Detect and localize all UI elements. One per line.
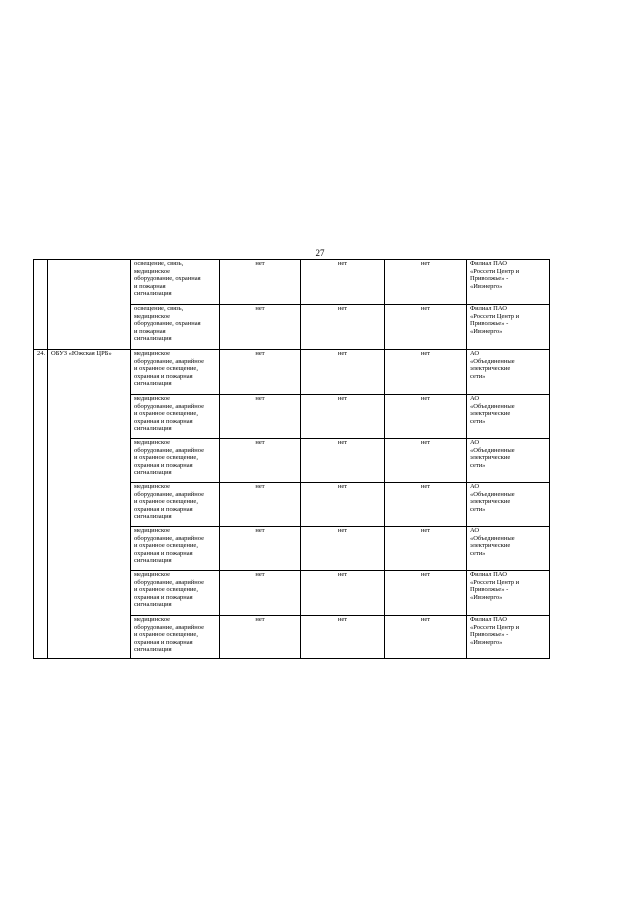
status-cell: [220, 616, 301, 659]
status-cell: [220, 483, 301, 527]
supplier-line: «Объединенные: [470, 402, 515, 410]
systems-line: сигнализация: [134, 601, 172, 608]
status-value: нет: [337, 527, 348, 534]
systems-line: оборудование, аварийное: [134, 534, 204, 542]
status-value: нет: [337, 571, 348, 578]
organization-cell: [48, 260, 131, 350]
systems-line: охранная и пожарная: [134, 417, 193, 425]
systems-line: сигнализация: [134, 469, 172, 476]
status-value: нет: [420, 439, 431, 446]
supplier-line: АО: [470, 439, 480, 446]
status-cell: [220, 395, 301, 439]
status-value: нет: [420, 395, 431, 402]
supplier-line: электрические: [470, 542, 511, 549]
status-value: нет: [420, 350, 431, 357]
status-cell: [301, 260, 385, 305]
status-value: нет: [420, 571, 431, 578]
status-cell: [385, 571, 467, 616]
supplier-line: АО: [470, 483, 480, 490]
supplier-line: «Ивэнерго»: [470, 638, 503, 646]
supplier-line: сети»: [470, 417, 486, 425]
status-value: нет: [337, 616, 348, 623]
status-value: нет: [420, 483, 431, 490]
systems-line: сигнализация: [134, 335, 172, 342]
page-number: 27: [315, 248, 325, 258]
systems-line: сигнализация: [134, 425, 172, 432]
systems-line: оборудование, охранная: [134, 275, 201, 282]
status-cell: [301, 395, 385, 439]
supplier-line: АО: [470, 527, 480, 534]
supplier-line: Приволжье» -: [470, 586, 509, 593]
supplier-line: Филиал ПАО: [470, 260, 507, 267]
organization-name: ОБУЗ «Южская ЦРБ»: [51, 350, 112, 357]
supplier-line: «Россети Центр и: [470, 267, 520, 275]
supplier-line: электрические: [470, 498, 511, 505]
status-value: нет: [337, 395, 348, 402]
status-cell: [220, 439, 301, 483]
status-value: нет: [255, 483, 265, 490]
supplier-cell: [467, 483, 550, 527]
status-value: нет: [337, 439, 348, 446]
status-cell: [301, 483, 385, 527]
status-cell: [220, 260, 301, 305]
supplier-line: сети»: [470, 549, 486, 557]
systems-line: оборудование, охранная: [134, 320, 201, 327]
supplier-cell: [467, 616, 550, 659]
status-value: нет: [255, 571, 265, 578]
supplier-line: «Россети Центр и: [470, 578, 520, 586]
supplier-cell: [467, 305, 550, 350]
systems-line: и охранное освещение,: [134, 498, 198, 505]
power-supply-table: [33, 259, 610, 659]
supplier-cell: [467, 260, 550, 305]
status-cell: [301, 439, 385, 483]
row-number: 24.: [37, 350, 46, 357]
status-value: нет: [255, 260, 265, 267]
status-value: нет: [255, 527, 265, 534]
systems-cell: [131, 616, 220, 659]
supplier-cell: [467, 439, 550, 483]
systems-line: и пожарная: [134, 282, 166, 290]
row-number-cell: [34, 260, 48, 350]
row-number-cell: [34, 350, 48, 659]
status-cell: [301, 350, 385, 395]
supplier-line: Филиал ПАО: [470, 571, 507, 578]
status-cell: [301, 305, 385, 350]
systems-line: медицинское: [134, 571, 171, 578]
systems-line: сигнализация: [134, 513, 172, 520]
systems-line: медицинское: [134, 527, 171, 534]
status-cell: [220, 305, 301, 350]
systems-cell: [131, 571, 220, 616]
status-value: нет: [420, 305, 431, 312]
supplier-line: «Объединенные: [470, 446, 515, 454]
supplier-line: «Россети Центр и: [470, 623, 520, 631]
systems-cell: [131, 350, 220, 395]
supplier-line: электрические: [470, 410, 511, 417]
status-cell: [220, 571, 301, 616]
systems-line: оборудование, аварийное: [134, 490, 204, 498]
systems-line: освещение, связь,: [134, 260, 184, 267]
systems-line: оборудование, аварийное: [134, 578, 204, 586]
systems-line: охранная и пожарная: [134, 638, 193, 646]
supplier-line: сети»: [470, 461, 486, 469]
status-value: нет: [255, 439, 265, 446]
systems-line: оборудование, аварийное: [134, 446, 204, 454]
supplier-line: Филиал ПАО: [470, 305, 507, 312]
systems-cell: [131, 439, 220, 483]
systems-line: медицинское: [134, 439, 171, 446]
status-cell: [385, 350, 467, 395]
systems-line: медицинское: [134, 350, 171, 357]
status-cell: [301, 527, 385, 571]
status-value: нет: [337, 305, 348, 312]
status-value: нет: [420, 527, 431, 534]
table-row: [34, 260, 610, 305]
supplier-line: «Россети Центр и: [470, 312, 520, 320]
systems-cell: [131, 527, 220, 571]
systems-line: и охранное освещение,: [134, 631, 198, 638]
systems-cell: [131, 260, 220, 305]
status-value: нет: [255, 616, 265, 623]
supplier-line: «Ивэнерго»: [470, 593, 503, 601]
supplier-line: «Объединенные: [470, 534, 515, 542]
systems-line: медицинское: [134, 616, 171, 623]
systems-cell: [131, 305, 220, 350]
table-body: [34, 260, 610, 659]
systems-line: оборудование, аварийное: [134, 623, 204, 631]
supplier-line: «Объединенные: [470, 490, 515, 498]
status-cell: [301, 616, 385, 659]
systems-line: сигнализация: [134, 646, 172, 653]
status-cell: [385, 527, 467, 571]
status-value: нет: [420, 616, 431, 623]
status-value: нет: [255, 350, 265, 357]
status-cell: [385, 260, 467, 305]
supplier-line: Приволжье» -: [470, 320, 509, 327]
supplier-cell: [467, 350, 550, 395]
status-value: нет: [337, 350, 348, 357]
supplier-line: сети»: [470, 505, 486, 513]
status-value: нет: [337, 483, 348, 490]
status-cell: [220, 527, 301, 571]
systems-line: охранная и пожарная: [134, 549, 193, 557]
systems-line: охранная и пожарная: [134, 372, 193, 380]
status-value: нет: [255, 395, 265, 402]
systems-line: медицинское: [134, 483, 171, 490]
organization-cell: [48, 350, 131, 659]
systems-line: охранная и пожарная: [134, 593, 193, 601]
supplier-line: «Объединенные: [470, 357, 515, 365]
status-cell: [385, 616, 467, 659]
systems-line: сигнализация: [134, 380, 172, 387]
supplier-line: Приволжье» -: [470, 631, 509, 638]
systems-line: освещение, связь,: [134, 305, 184, 312]
supplier-line: электрические: [470, 454, 511, 461]
supplier-line: АО: [470, 395, 480, 402]
systems-line: сигнализация: [134, 557, 172, 564]
systems-line: и пожарная: [134, 327, 166, 335]
supplier-line: Приволжье» -: [470, 275, 509, 282]
systems-line: охранная и пожарная: [134, 505, 193, 513]
systems-line: медицинское: [134, 267, 171, 275]
status-cell: [385, 483, 467, 527]
status-cell: [385, 395, 467, 439]
status-value: нет: [420, 260, 431, 267]
systems-line: и охранное освещение,: [134, 410, 198, 417]
supplier-line: сети»: [470, 372, 486, 380]
systems-line: оборудование, аварийное: [134, 402, 204, 410]
systems-line: медицинское: [134, 312, 171, 320]
systems-line: сигнализация: [134, 290, 172, 297]
systems-line: и охранное освещение,: [134, 542, 198, 549]
supplier-line: АО: [470, 350, 480, 357]
status-cell: [301, 571, 385, 616]
status-cell: [385, 305, 467, 350]
systems-cell: [131, 483, 220, 527]
systems-line: и охранное освещение,: [134, 365, 198, 372]
table-row: [34, 350, 610, 395]
supplier-line: «Ивэнерго»: [470, 282, 503, 290]
systems-line: оборудование, аварийное: [134, 357, 204, 365]
systems-line: охранная и пожарная: [134, 461, 193, 469]
systems-cell: [131, 395, 220, 439]
systems-line: и охранное освещение,: [134, 454, 198, 461]
supplier-cell: [467, 571, 550, 616]
supplier-line: электрические: [470, 365, 511, 372]
status-cell: [385, 439, 467, 483]
supplier-line: Филиал ПАО: [470, 616, 507, 623]
supplier-cell: [467, 395, 550, 439]
status-value: нет: [337, 260, 348, 267]
status-value: нет: [255, 305, 265, 312]
supplier-cell: [467, 527, 550, 571]
status-cell: [220, 350, 301, 395]
systems-line: и охранное освещение,: [134, 586, 198, 593]
supplier-line: «Ивэнерго»: [470, 327, 503, 335]
systems-line: медицинское: [134, 395, 171, 402]
